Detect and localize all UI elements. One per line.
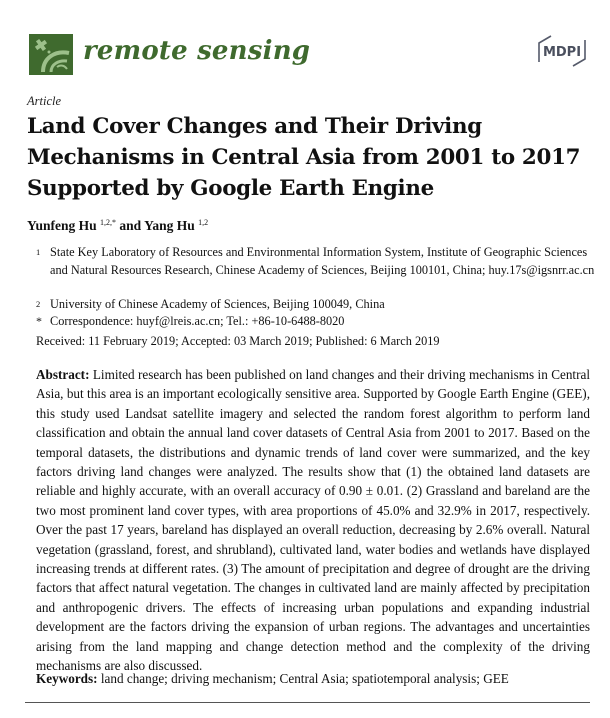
publisher-logo [535, 34, 589, 68]
correspondence-mark: * [36, 314, 42, 328]
section-divider [25, 702, 590, 703]
affiliation-mark: 2 [36, 299, 41, 309]
abstract [36, 365, 590, 676]
keywords [36, 671, 509, 687]
article-type: Article [27, 94, 62, 108]
abstract-text: Limited research has been published on land changes and their driving mechanisms in Central Asia, but this area is an important ecologically sensitive area. Supported by Google Earth Engine (GEE), this study used Landsat satellite imagery and selected the random forest algorithm to perform land classification and obtain the annual land cover datasets of Central Asia from 2001 to 2017. Based on the temporal datasets, the distributions and dynamic trends of land cover were summarized, and the key factors driving land changes were analyzed. The results show that (1) the obtained land datasets are reliable and highly accurate, with an overall accuracy of 0.90 ± 0.01. (2) Grassland and bareland are the two most prominent land cover types, with area proportions of 45.0% and 32.9% in 2017, respectively. Over the past 17 years, bareland has displayed an overall reduction, decreasing by 2.6% overall. Natural vegetation (grassland, forest, and shrubland), cultivated land, water bodies and wetlands have displayed increasing trends at different rates. (3) The amount of precipitation and degree of drought are the driving factors that affect natural vegetation. The changes in cultivated land are mainly affected by precipitation and anthropogenic drivers. The effects of increasing urban populations and expanding industrial development are the factors driving the expansion of urban regions. The advantages and uncertainties arising from the land mapping and change detection method and the complexity of the driving mechanisms are also discussed. [36, 367, 591, 674]
satellite-globe-icon [29, 34, 73, 75]
author-name[interactable]: Yunfeng Hu [27, 218, 97, 233]
journal-logo [29, 34, 73, 75]
abstract-label: Abstract: [36, 367, 90, 382]
author-affiliation-mark: 1,2 [198, 218, 209, 227]
affiliation-item [36, 296, 596, 314]
affiliation-text: State Key Laboratory of Resources and Environmental Information System, Institute of Geographic Sciences and Natural Resources Research, Chinese Academy of Sciences, Beijing 100101, China; huy.17s@igsnrr.ac.cn [50, 245, 595, 277]
journal-name: remote sensing [83, 36, 311, 66]
author-conjunction: and [119, 218, 142, 233]
affiliation-item [36, 244, 596, 279]
author-affiliation-mark: 1,2,* [100, 218, 117, 227]
article-title: Land Cover Changes and Their Driving Mechanisms in Central Asia from 2001 to 2017 Supported by Google Earth Engine [27, 114, 581, 201]
correspondence-item [36, 313, 596, 331]
mdpi-logo-icon [535, 34, 589, 68]
affiliation-mark: 1 [36, 247, 41, 257]
affiliation-text: University of Chinese Academy of Sciences, Beijing 100049, China [50, 297, 385, 311]
author-name[interactable]: Yang Hu [144, 218, 195, 233]
correspondence-text: Correspondence: huyf@lreis.ac.cn; Tel.: +86-10-6488-8020 [50, 314, 345, 328]
author-list [27, 218, 208, 234]
keywords-text: land change; driving mechanism; Central Asia; spatiotemporal analysis; GEE [100, 671, 509, 686]
publication-dates: Received: 11 February 2019; Accepted: 03 March 2019; Published: 6 March 2019 [36, 334, 440, 348]
keywords-label: Keywords: [36, 671, 98, 686]
svg-text:MDPI: MDPI [542, 45, 582, 60]
